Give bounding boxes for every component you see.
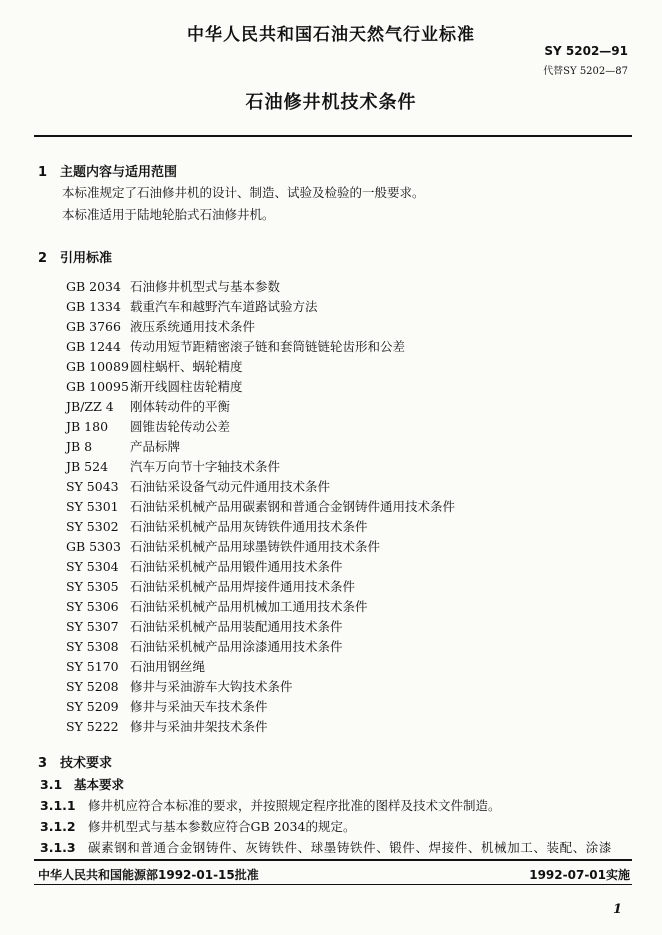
reference-title: 石油修井机型式与基本参数 (130, 279, 281, 294)
reference-row (66, 417, 230, 436)
reference-title: 石油钻采机械产品用球墨铸铁件通用技术条件 (130, 539, 381, 554)
reference-title: 石油钻采机械产品用锻件通用技术条件 (130, 559, 343, 574)
reference-code: JB/ZZ 4 (66, 399, 114, 414)
reference-code: GB 3766 (66, 319, 121, 334)
reference-code: GB 1244 (66, 339, 121, 354)
reference-row (66, 637, 343, 656)
standard-number: SY 5202—91 (544, 44, 628, 58)
reference-row (66, 537, 380, 556)
reference-title: 产品标牌 (130, 439, 181, 454)
section-2-heading: 2 引用标准 (38, 251, 113, 266)
reference-code: JB 8 (66, 439, 93, 454)
page-number: 1 (612, 902, 622, 917)
reference-row (66, 457, 280, 476)
reference-title: 石油钻采机械产品用焊接件通用技术条件 (130, 579, 356, 594)
reference-title: 石油钻采机械产品用涂漆通用技术条件 (130, 639, 343, 654)
reference-code: GB 10089 (66, 359, 129, 374)
reference-row (66, 657, 205, 676)
clause-text: 修井机型式与基本参数应符合GB 2034的规定。 (88, 819, 356, 834)
reference-title: 渐开线圆柱齿轮精度 (130, 379, 243, 394)
reference-code: GB 5303 (66, 539, 121, 554)
reference-title: 石油用钢丝绳 (130, 659, 206, 674)
reference-row (66, 497, 455, 516)
approval-note: 中华人民共和国能源部1992-01-15批准 (38, 868, 259, 882)
reference-title: 石油钻采机械产品用灰铸铁件通用技术条件 (130, 519, 368, 534)
reference-row (66, 377, 243, 396)
reference-code: SY 5208 (66, 679, 119, 694)
org-title: 中华人民共和国石油天然气行业标准 (187, 25, 475, 45)
reference-code: GB 2034 (66, 279, 121, 294)
clause-number: 3.1.2 (40, 819, 76, 834)
reference-row (66, 317, 255, 336)
reference-code: SY 5043 (66, 479, 119, 494)
reference-row (66, 557, 343, 576)
reference-title: 刚体转动件的平衡 (130, 399, 231, 414)
subsection-number: 3.1 (40, 777, 63, 792)
reference-row (66, 437, 180, 456)
reference-code: JB 180 (66, 419, 109, 434)
reference-title: 修井与采油游车大钩技术条件 (130, 679, 293, 694)
reference-code: SY 5308 (66, 639, 119, 654)
reference-code: SY 5301 (66, 499, 119, 514)
reference-row (66, 397, 230, 416)
reference-row (66, 357, 243, 376)
reference-row (66, 597, 368, 616)
replaces-note: 代替SY 5202—87 (543, 66, 628, 77)
reference-row (66, 477, 330, 496)
reference-row (66, 577, 355, 596)
effective-date: 1992-07-01实施 (529, 868, 630, 882)
reference-row (66, 517, 368, 536)
clause-number: 3.1.3 (40, 840, 76, 855)
reference-code: GB 1334 (66, 299, 121, 314)
reference-title: 石油钻采机械产品用机械加工通用技术条件 (130, 599, 368, 614)
reference-title: 石油钻采机械产品用碳素钢和普通合金钢铸件通用技术条件 (130, 499, 456, 514)
reference-title: 圆锥齿轮传动公差 (130, 419, 231, 434)
footer-rule (34, 859, 632, 861)
clause-row (40, 838, 612, 856)
reference-title: 传动用短节距精密滚子链和套筒链链轮齿形和公差 (130, 339, 406, 354)
reference-code: SY 5302 (66, 519, 119, 534)
reference-code: SY 5222 (66, 719, 119, 734)
reference-title: 液压系统通用技术条件 (130, 319, 256, 334)
reference-row (66, 617, 343, 636)
reference-title: 载重汽车和越野汽车道路试验方法 (130, 299, 318, 314)
clause-text: 修井机应符合本标准的要求，并按照规定程序批准的图样及技术文件制造。 (88, 798, 501, 813)
reference-code: JB 524 (66, 459, 109, 474)
subsection-3-1-heading (40, 775, 124, 793)
reference-code: SY 5170 (66, 659, 119, 674)
clause-number: 3.1.1 (40, 798, 76, 813)
reference-code: SY 5305 (66, 579, 119, 594)
reference-title: 圆柱蜗杆、蜗轮精度 (130, 359, 243, 374)
footer-bottom-rule (34, 884, 632, 885)
reference-title: 修井与采油井架技术条件 (130, 719, 268, 734)
reference-code: SY 5304 (66, 559, 119, 574)
reference-row (66, 697, 268, 716)
reference-code: GB 10095 (66, 379, 129, 394)
reference-title: 汽车万向节十字轴技术条件 (130, 459, 281, 474)
section-3-heading: 3 技术要求 (38, 756, 113, 771)
reference-row (66, 717, 268, 736)
reference-row (66, 337, 405, 356)
reference-row (66, 277, 280, 296)
clause-row (40, 817, 355, 835)
section-1-heading: 1 主题内容与适用范围 (38, 165, 178, 180)
reference-title: 石油钻采设备气动元件通用技术条件 (130, 479, 331, 494)
subsection-title: 基本要求 (74, 777, 125, 792)
section-1-para-2: 本标准适用于陆地轮胎式石油修井机。 (62, 207, 275, 222)
section-1-para-1: 本标准规定了石油修井机的设计、制造、试验及检验的一般要求。 (62, 185, 425, 200)
clause-row (40, 796, 501, 814)
reference-title: 石油钻采机械产品用装配通用技术条件 (130, 619, 343, 634)
reference-code: SY 5306 (66, 599, 119, 614)
reference-title: 修井与采油天车技术条件 (130, 699, 268, 714)
header-rule (34, 135, 632, 137)
document-title: 石油修井机技术条件 (245, 92, 417, 113)
reference-code: SY 5209 (66, 699, 119, 714)
reference-row (66, 677, 293, 696)
reference-row (66, 297, 318, 316)
reference-code: SY 5307 (66, 619, 119, 634)
clause-text: 碳素钢和普通合金钢铸件、灰铸铁件、球墨铸铁件、锻件、焊接件、机械加工、装配、涂漆 (88, 840, 613, 855)
